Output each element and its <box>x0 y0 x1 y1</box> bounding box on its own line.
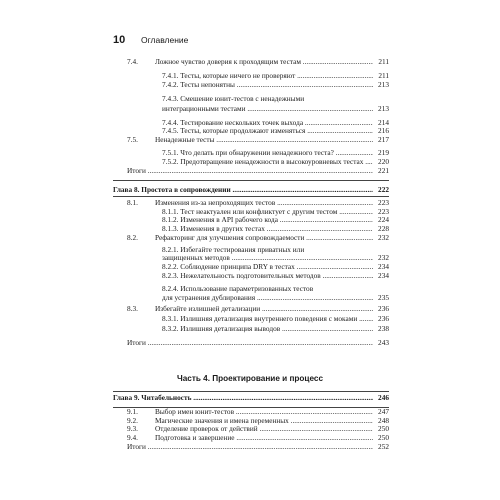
page-ref: 211 <box>378 71 389 80</box>
chapter-rule <box>113 196 389 197</box>
page-ref: 232 <box>378 253 389 262</box>
page-ref: 219 <box>378 148 389 157</box>
entry-title: Итоги ..... <box>127 338 373 347</box>
page-ref: 223 <box>378 198 389 207</box>
section-number: 8.1. <box>127 198 138 207</box>
entry-title: Выбор имен юнит-тестов ..... <box>155 407 373 416</box>
page-ref: 235 <box>378 293 389 302</box>
entry-title: интеграционными тестами ..... <box>162 104 373 113</box>
entry-title: 7.5.2. Предотвращение ненадежности в высокоуровневых тестах ..... <box>162 157 373 166</box>
entry-title: 7.4.2. Тесты непонятны ..... <box>162 80 373 89</box>
entry-title: Избегайте излишней детализации ..... <box>155 304 373 313</box>
toc-row <box>113 284 389 293</box>
toc-row <box>113 94 389 103</box>
toc-row <box>113 338 389 347</box>
entry-title: Ненадежные тесты ..... <box>155 135 373 144</box>
entry-title: для устранения дублирования ..... <box>162 293 373 302</box>
entry-title: 7.4.1. Тесты, которые ничего не проверяют ..... <box>162 71 373 80</box>
entry-title: 7.4.3. Смешение юнит-тестов с ненадежными <box>162 94 305 103</box>
section-number: 9.2. <box>127 416 138 425</box>
page-ref: 213 <box>378 80 389 89</box>
entry-title: Глава 9. Читабельность ..... <box>113 393 373 402</box>
section-number: 8.2. <box>127 233 138 242</box>
page-ref: 228 <box>378 224 389 233</box>
page-ref: 222 <box>378 185 389 194</box>
entry-title: 8.1.3. Изменения в других тестах ..... <box>162 224 373 233</box>
entry-title: 8.2.3. Нежелательность подготовительных методов ..... <box>162 271 373 280</box>
page-ref: 252 <box>378 442 389 451</box>
toc-row <box>113 215 389 224</box>
entry-title: 7.4.5. Тесты, которые продолжают изменяться ..... <box>162 126 373 135</box>
page-ref: 243 <box>378 338 389 347</box>
toc-row <box>113 166 389 175</box>
toc-row <box>113 314 389 323</box>
page-ref: 214 <box>378 118 389 127</box>
toc-row <box>113 157 389 166</box>
toc-row <box>113 271 389 280</box>
page-ref: 213 <box>378 104 389 113</box>
page-ref: 250 <box>378 424 389 433</box>
page-ref: 236 <box>378 314 389 323</box>
entry-title: 7.4.4. Тестирование нескольких точек выхода ..... <box>162 118 373 127</box>
toc-row <box>113 304 389 313</box>
page-ref: 234 <box>378 262 389 271</box>
toc-row <box>113 104 389 113</box>
toc-row <box>113 224 389 233</box>
page-ref: 211 <box>378 57 389 66</box>
page-ref: 248 <box>378 416 389 425</box>
page-ref: 221 <box>378 166 389 175</box>
entry-title: Ложное чувство доверия к проходящим тестам ..... <box>155 57 373 66</box>
page-ref: 216 <box>378 126 389 135</box>
chapter-rule <box>113 180 389 181</box>
page-ref: 234 <box>378 271 389 280</box>
toc-chapter-row <box>113 185 389 194</box>
toc-row <box>113 135 389 144</box>
entry-title: 8.3.1. Излишняя детализация внутреннего поведения с моками ..... <box>162 314 373 323</box>
entry-title: Подготовка и завершение ..... <box>155 433 373 442</box>
page-ref: 220 <box>378 157 389 166</box>
toc-row <box>113 293 389 302</box>
toc-row <box>113 253 389 262</box>
page-ref: 224 <box>378 215 389 224</box>
toc-row <box>113 407 389 416</box>
entry-title: Итоги ..... <box>127 442 373 451</box>
entry-title: защищенных методов ..... <box>162 253 373 262</box>
toc-row <box>113 198 389 207</box>
part-heading: Часть 4. Проектирование и процесс <box>177 374 323 383</box>
page-ref: 232 <box>378 233 389 242</box>
toc-row <box>113 442 389 451</box>
page-ref: 236 <box>378 304 389 313</box>
entry-title: 8.1.2. Изменения в API рабочего кода ..... <box>162 215 373 224</box>
page-ref: 246 <box>378 393 389 402</box>
entry-title: Изменения из-за непроходящих тестов ..... <box>155 198 373 207</box>
entry-title: Отделение проверок от действий ..... <box>155 424 373 433</box>
section-number: 7.4. <box>127 57 138 66</box>
page-ref: 250 <box>378 433 389 442</box>
chapter-rule <box>113 391 389 392</box>
toc-row <box>113 80 389 89</box>
entry-title: Магические значения и имена переменных ..... <box>155 416 373 425</box>
toc-chapter-row <box>113 393 389 402</box>
page-ref: 238 <box>378 324 389 333</box>
entry-title: 8.3.2. Излишняя детализация выводов ..... <box>162 324 373 333</box>
entry-title: Рефакторинг для улучшения сопровождаемости ..... <box>155 233 373 242</box>
toc-row <box>113 57 389 66</box>
entry-title: 8.2.1. Избегайте тестирования приватных или <box>162 245 305 254</box>
toc-row <box>113 233 389 242</box>
toc-row <box>113 324 389 333</box>
section-number: 9.4. <box>127 433 138 442</box>
entry-title: 8.2.2. Соблюдение принципа DRY в тестах ..... <box>162 262 373 271</box>
running-title: Оглавление <box>141 35 189 45</box>
page-ref: 217 <box>378 135 389 144</box>
section-number: 9.3. <box>127 424 138 433</box>
toc-row <box>113 262 389 271</box>
entry-title: Глава 8. Простота в сопровождении ..... <box>113 185 373 194</box>
entry-title: 8.2.4. Использование параметризованных тестов <box>162 284 314 293</box>
entry-title: 8.1.1. Тест неактуален или конфликтует с другим тестом ..... <box>162 207 373 216</box>
section-number: 9.1. <box>127 407 138 416</box>
entry-title: Итоги ..... <box>127 166 373 175</box>
page-ref: 247 <box>378 407 389 416</box>
section-number: 8.3. <box>127 304 138 313</box>
toc-row <box>113 424 389 433</box>
toc-row <box>113 126 389 135</box>
entry-title: 7.5.1. Что делать при обнаружении ненадежного теста? ..... <box>162 148 373 157</box>
toc-row <box>113 433 389 442</box>
toc-row <box>113 71 389 80</box>
toc-row <box>113 148 389 157</box>
page-number: 10 <box>113 34 126 46</box>
chapter-rule <box>113 407 389 408</box>
section-number: 7.5. <box>127 135 138 144</box>
page-ref: 223 <box>378 207 389 216</box>
